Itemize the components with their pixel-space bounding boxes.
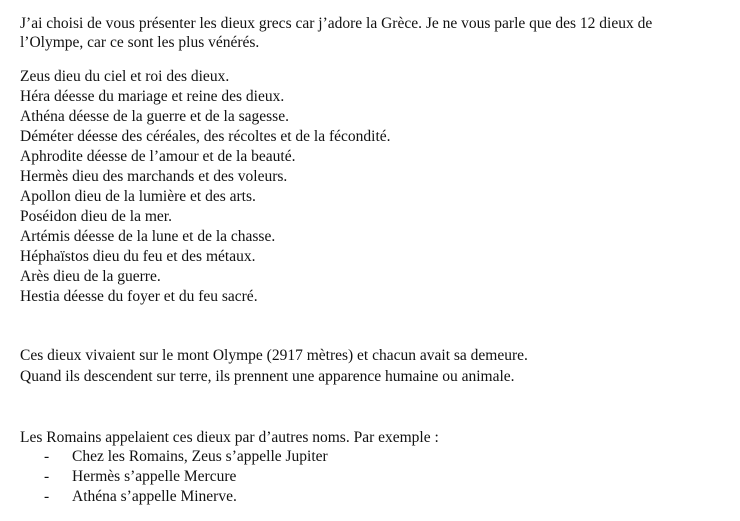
olympus-line-2: Quand ils descendent sur terre, ils prennent une apparence humaine ou animale.: [20, 368, 515, 385]
bullet-dash: -: [44, 448, 50, 465]
intro-line-1: J’ai choisi de vous présenter les dieux grecs car j’adore la Grèce. Je ne vous parle que des 12 dieux de: [20, 15, 653, 32]
god-line: Hermès dieu des marchands et des voleurs.: [20, 168, 288, 185]
god-line: Apollon dieu de la lumière et des arts.: [20, 188, 256, 205]
list-item-text: Hermès s’appelle Mercure: [72, 468, 237, 485]
list-item: [44, 467, 236, 487]
god-line: Arès dieu de la guerre.: [20, 268, 161, 285]
god-line: Héra déesse du mariage et reine des dieux.: [20, 88, 285, 105]
intro-line-2: l’Olympe, car ce sont les plus vénérés.: [20, 34, 260, 51]
god-line: Athéna déesse de la guerre et de la sagesse.: [20, 108, 289, 125]
god-line: Artémis déesse de la lune et de la chasse.: [20, 228, 276, 245]
god-line: Zeus dieu du ciel et roi des dieux.: [20, 68, 230, 85]
list-item: [44, 487, 237, 507]
god-line: Déméter déesse des céréales, des récoltes et de la fécondité.: [20, 128, 391, 145]
list-item: [44, 447, 328, 467]
bullet-dash: -: [44, 488, 50, 505]
god-line: Hestia déesse du foyer et du feu sacré.: [20, 288, 258, 305]
romans-intro: Les Romains appelaient ces dieux par d’autres noms. Par exemple :: [20, 429, 439, 446]
god-line: Poséidon dieu de la mer.: [20, 208, 172, 225]
bullet-dash: -: [44, 468, 50, 485]
olympus-line-1: Ces dieux vivaient sur le mont Olympe (2917 mètres) et chacun avait sa demeure.: [20, 347, 528, 364]
god-line: Aphrodite déesse de l’amour et de la beauté.: [20, 148, 296, 165]
list-item-text: Chez les Romains, Zeus s’appelle Jupiter: [72, 448, 328, 465]
god-line: Héphaïstos dieu du feu et des métaux.: [20, 248, 256, 265]
list-item-text: Athéna s’appelle Minerve.: [72, 488, 237, 505]
